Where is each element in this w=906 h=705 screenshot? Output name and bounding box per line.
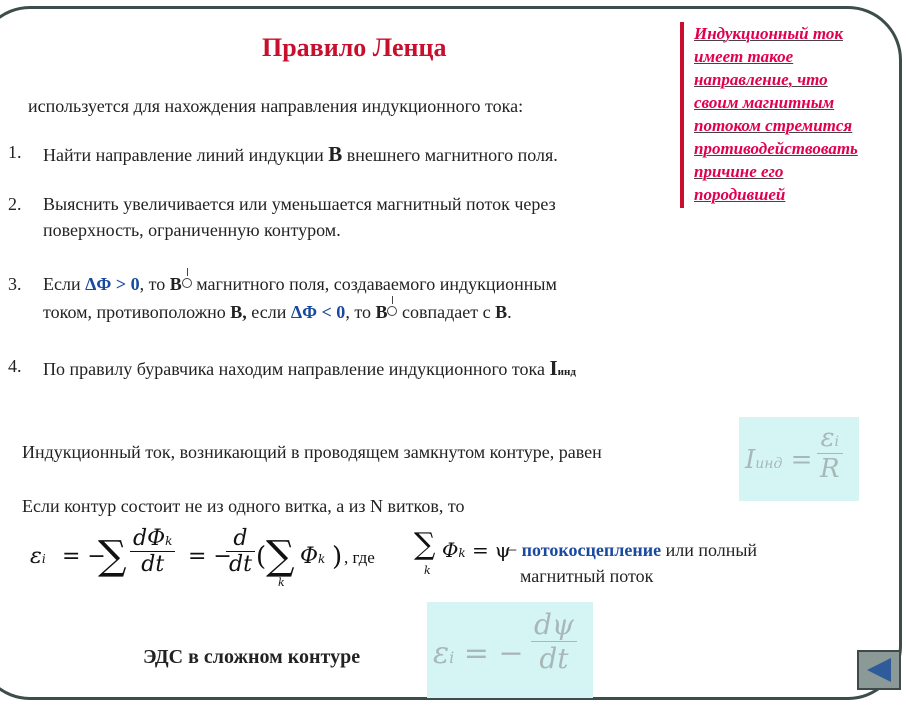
induced-field-vector-symbol: B bbox=[170, 274, 192, 295]
intro-text: используется для нахождения направления индукционного тока: bbox=[28, 96, 524, 116]
flux-linkage-text-line-2: магнитный поток bbox=[520, 566, 654, 586]
note-line: противодействовать bbox=[694, 139, 858, 158]
note-line: имеет такое bbox=[694, 47, 794, 66]
slide-title: Правило Ленца bbox=[262, 33, 447, 62]
note-line: своим магнитным bbox=[694, 93, 835, 112]
step-2-line-1: Выяснить увеличивается или уменьшается магнитный поток через bbox=[43, 194, 556, 214]
step-4-number: 4. bbox=[8, 356, 22, 376]
flux-linkage-text: − потокосцепление или полный bbox=[507, 540, 758, 560]
step-2-line-2: поверхность, ограниченную контуром. bbox=[43, 220, 341, 240]
note-line: породившей bbox=[694, 185, 786, 204]
note-line: причине его bbox=[694, 162, 784, 181]
note-line: потоком стремится bbox=[694, 116, 853, 135]
note-line: Индукционный ток bbox=[694, 24, 843, 43]
step-3-number: 3. bbox=[8, 274, 22, 294]
complex-emf-label: ЭДС в сложном контуре bbox=[143, 646, 361, 668]
formula-complex-emf: εi = − $\frac{d\psi}{dt}$ bbox=[427, 602, 593, 698]
step-4-text: По правилу буравчика находим направление индукционного тока Iинд bbox=[43, 356, 576, 380]
induced-current-text: Индукционный ток, возникающий в проводящем замкнутом контуре, равен bbox=[22, 442, 602, 462]
step-1-number: 1. bbox=[8, 142, 22, 162]
lenz-rule-note bbox=[680, 22, 900, 208]
step-3-line-1: Если ΔΦ > 0, то B магнитного поля, создаваемого индукционным bbox=[43, 274, 557, 294]
n-turns-text: Если контур состоит не из одного витка, а из N витков, то bbox=[22, 496, 465, 516]
previous-slide-button[interactable] bbox=[857, 650, 901, 690]
formula-induced-current: Iинд = $\frac{\varepsilon i}{R}$ bbox=[739, 417, 859, 501]
step-1-text: Найти направление линий индукции B внешнего магнитного поля. bbox=[43, 142, 558, 166]
step-3-line-2: током, противоположно B, если ΔΦ < 0, то B совпадает с B. bbox=[43, 302, 512, 322]
step-2-number: 2. bbox=[8, 194, 22, 214]
note-line: направление, что bbox=[694, 70, 828, 89]
induced-field-vector-symbol: B bbox=[375, 302, 397, 323]
